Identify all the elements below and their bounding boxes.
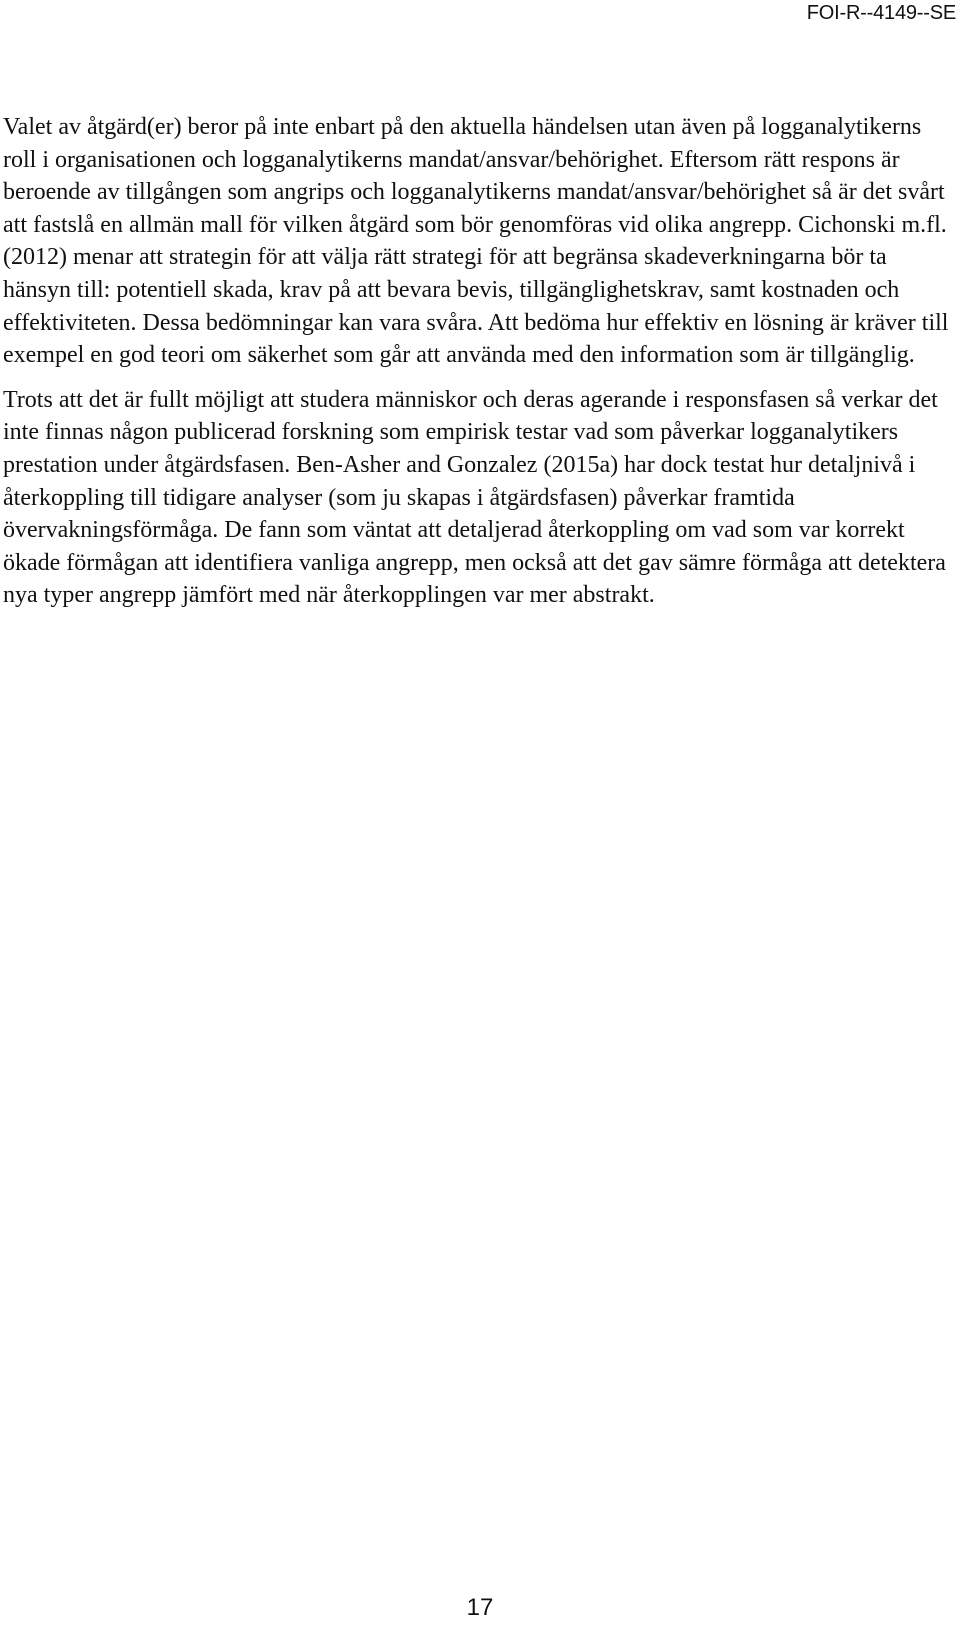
paragraph-2: Trots att det är fullt möjligt att studera människor och deras agerande i responsfasen så verkar det inte finnas någon publicerad forskning som empirisk testar vad som påverkar logganalytikers prestation under åtgärdsfasen. Ben-Asher and Gonzalez (2015a) har dock testat hur detaljnivå i återkoppling till tidigare analyser (som ju skapas i åtgärdsfasen) påverkar framtida övervakningsförmåga. De fann som väntat att detaljerad återkoppling om vad som var korrekt ökade förmågan att identifiera vanliga angrepp, men också att det gav sämre förmåga att detektera nya typer angrepp jämfört med när återkopplingen var mer abstrakt.: [3, 386, 946, 609]
paragraph-1: Valet av åtgärd(er) beror på inte enbart på den aktuella händelsen utan även på logganalytikerns roll i organisationen och logganalytikerns mandat/ansvar/behörighet. Eftersom rätt respons är beroende av tillgången som angrips och logganalytikerns mandat/ansvar/behörighet så är det svårt att fastslå en allmän mall för vilken åtgärd som bör genomföras vid olika angrepp. Cichonski m.fl. (2012) menar att strategin för att välja rätt strategi för att begränsa skadeverkningarna bör ta hänsyn till: potentiell skada, krav på att bevara bevis, tillgänglighetskrav, samt kostnaden och effektiviteten. Dessa bedömningar kan vara svåra. Att bedöma hur effektiv en lösning är kräver till exempel en god teori om säkerhet som går att använda med den information som är tillgänglig.: [3, 114, 949, 369]
report-id-header: FOI-R--4149--SE: [806, 2, 956, 24]
page-number: 17: [466, 1594, 494, 1621]
document-body: [3, 111, 951, 624]
